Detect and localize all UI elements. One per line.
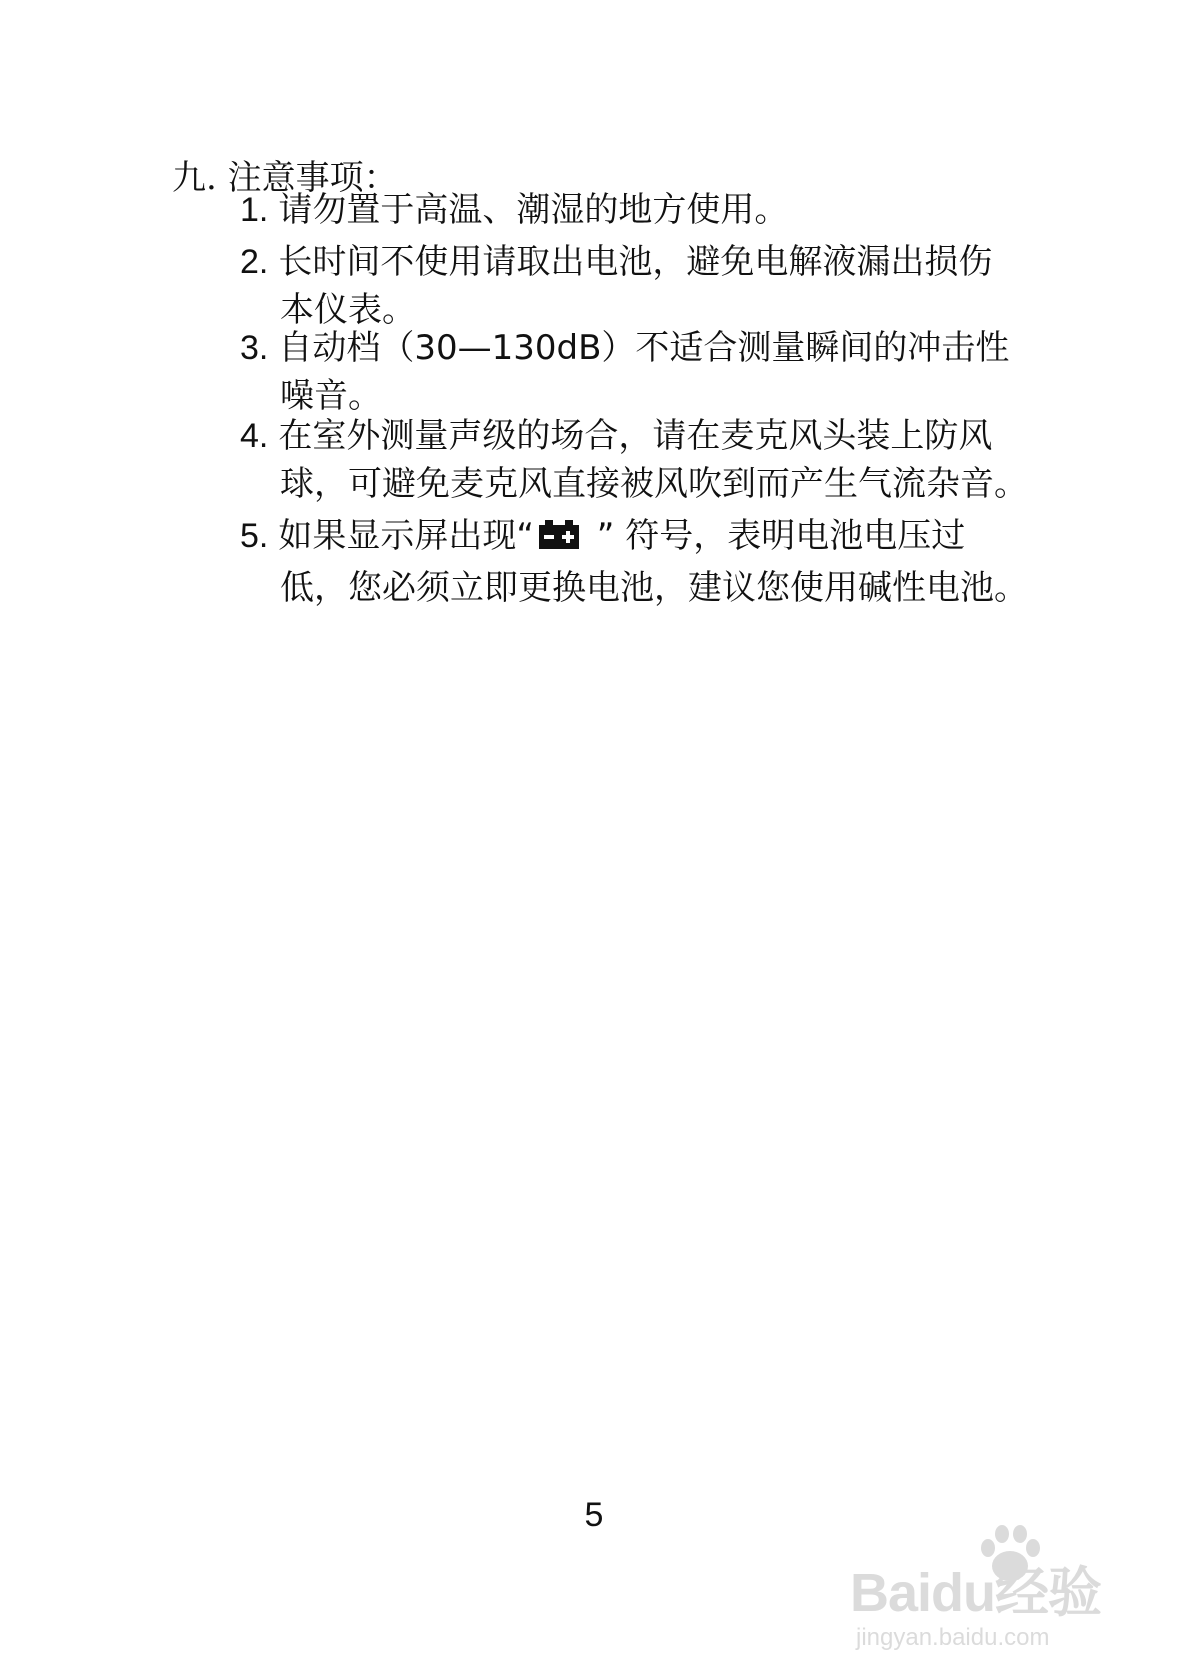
page-number: 5 [584, 1496, 604, 1534]
item-number: 4. [240, 417, 269, 455]
list-item-line [240, 412, 1120, 460]
low-battery-icon [536, 516, 582, 564]
list-item-line: 球，可避免麦克风直接被风吹到而产生气流杂音。 [280, 464, 1028, 504]
list-item-line: 噪音。 [280, 376, 382, 416]
list-item [240, 238, 1120, 334]
item-number: 1. [240, 191, 269, 229]
list-item-line: 低，您必须立即更换电池，建议您使用碱性电池。 [280, 568, 1028, 608]
item-text: 长时间不使用请取出电池，避免电解液漏出损伤 [278, 242, 993, 282]
list-item [240, 412, 1120, 508]
watermark-brand: Baidu经验 [850, 1563, 1102, 1623]
list-item [240, 512, 1120, 612]
item-text: 自动档（30—130dB）不适合测量瞬间的冲击性 [278, 328, 1010, 368]
item-text-before-icon: 如果显示屏出现“ [278, 516, 534, 556]
list-item-line [240, 238, 1120, 286]
item-number: 2. [240, 243, 269, 281]
baidu-watermark [850, 1520, 1120, 1660]
watermark-url: jingyan.baidu.com [856, 1624, 1050, 1651]
section-heading: 九. 注意事项： [172, 158, 398, 198]
list-item-line [240, 324, 1120, 372]
list-item [240, 324, 1120, 420]
list-item [240, 186, 1120, 234]
item-text: 请勿置于高温、潮湿的地方使用。 [278, 190, 789, 230]
list-item-line [240, 512, 1120, 564]
item-number: 5. [240, 517, 269, 555]
item-text: 在室外测量声级的场合，请在麦克风头装上防风 [278, 416, 993, 456]
item-text-after-icon: ” 符号，表明电池电压过 [585, 516, 966, 556]
list-item-line [240, 186, 1120, 234]
list-item-line: 本仪表。 [280, 290, 416, 330]
item-number: 3. [240, 329, 269, 367]
